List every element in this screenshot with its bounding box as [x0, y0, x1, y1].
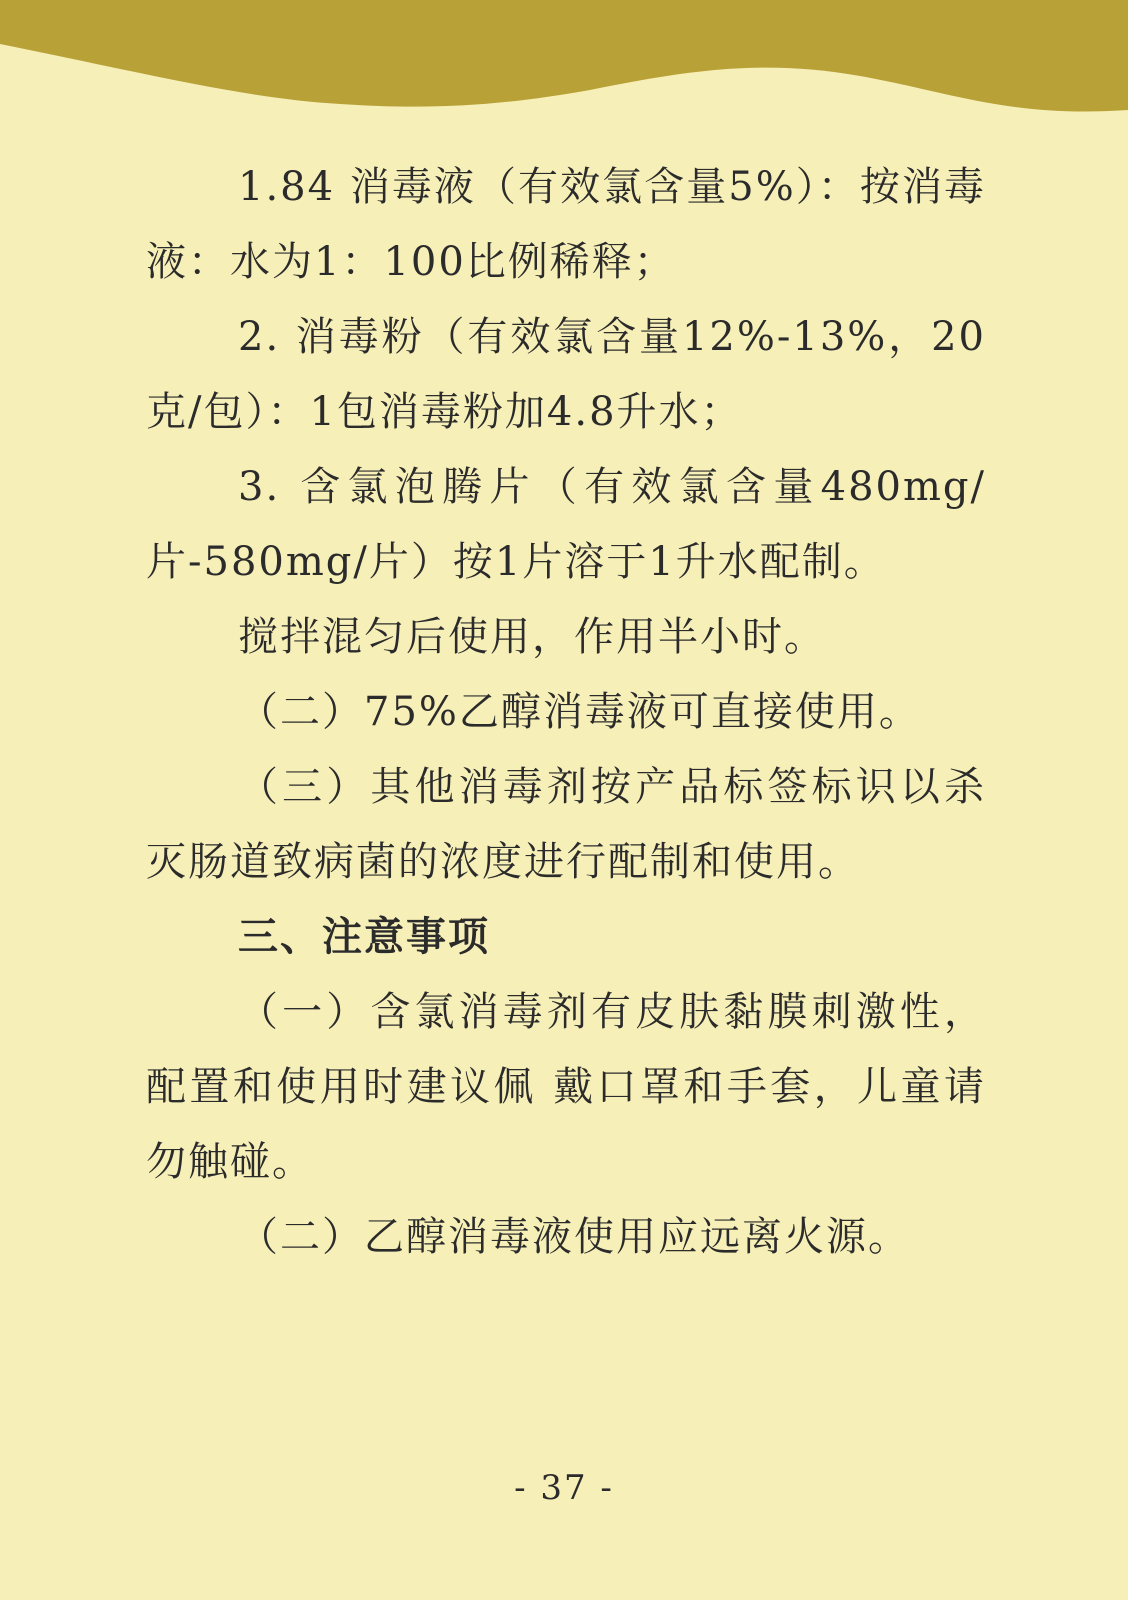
- section-heading-precautions: 三、注意事项: [238, 914, 490, 960]
- paragraph-ethanol: （二）75%乙醇消毒液可直接使用。: [238, 689, 921, 735]
- paragraph-84-disinfectant: 1.84 消毒液（有效氯含量5%）：按消毒液：水为1：100比例稀释；: [146, 164, 986, 285]
- paragraph-stir-instruction: 搅拌混匀后使用，作用半小时。: [238, 614, 826, 660]
- page-number: - 37 -: [514, 1468, 614, 1508]
- paragraph-chlorine-precaution: （一）含氯消毒剂有皮肤黏膜刺激性，配置和使用时建议佩 戴口罩和手套，儿童请勿触碰。: [146, 989, 986, 1185]
- top-band-shape: [0, 0, 1128, 111]
- paragraph-other-disinfectants: （三）其他消毒剂按产品标签标识以杀灭肠道致病菌的浓度进行配制和使用。: [146, 764, 986, 885]
- paragraph-disinfectant-powder: 2. 消毒粉（有效氯含量12%-13%，20克/包）：1包消毒粉加4.8升水；: [146, 314, 986, 435]
- decorative-top-band: [0, 0, 1128, 120]
- paragraph-ethanol-precaution: （二）乙醇消毒液使用应远离火源。: [238, 1214, 910, 1260]
- paragraph-chlorine-tablet: 3. 含氯泡腾片（有效氯含量480mg/片-580mg/片）按1片溶于1升水配制。: [146, 464, 986, 585]
- document-body: [146, 150, 986, 1275]
